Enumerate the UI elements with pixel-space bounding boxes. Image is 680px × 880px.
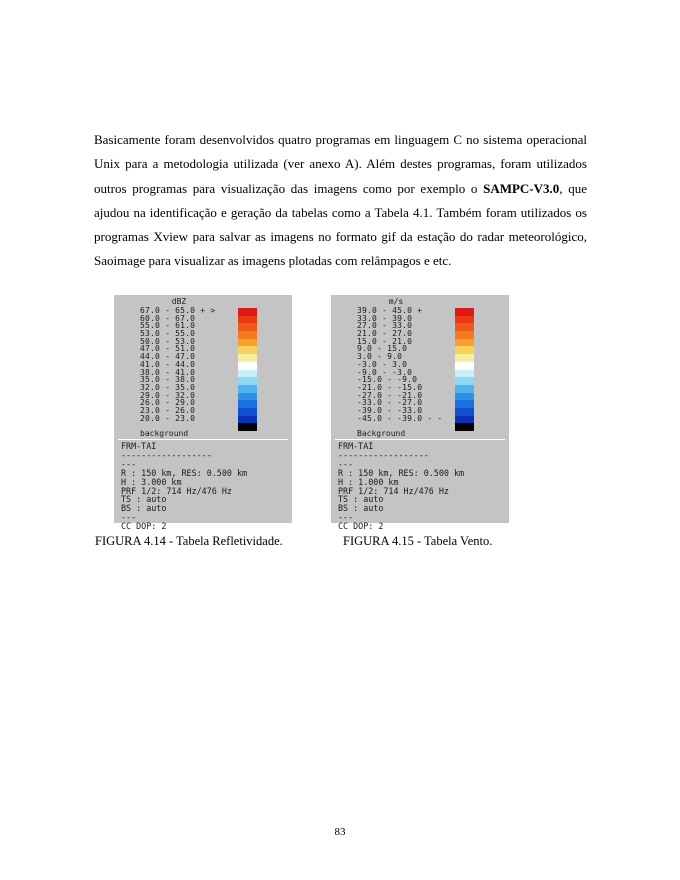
legend-range-label: 27.0 - 33.0 — [357, 321, 413, 331]
color-swatch — [238, 370, 257, 378]
radar-info-line: TS : auto — [121, 494, 167, 505]
legend-range-label: 33.0 - 39.0 — [357, 313, 413, 323]
body-text-part2: , que ajudou na identificação e geração da tabelas como a Tabela 4.1. Também foram utilizados os programas Xview para salvar as imagens no formato gif da estação do radar meteorológico, Saoimage para visualizar as imagens plotadas com relâmpagos e etc. — [94, 180, 587, 269]
background-color-swatch — [455, 423, 474, 431]
body-text-part1: Basicamente foram desenvolvidos quatro programas em linguagem C no sistema operacional Unix para a metodologia utilizada (ver anexo A). Além destes programas, foram utilizados outros programas para visualização das imagens como por exemplo o — [94, 132, 587, 196]
figure-caption-reflectivity: FIGURA 4.14 - Tabela Refletividade. — [95, 534, 283, 548]
color-swatch — [238, 393, 257, 401]
legend-range-label: -33.0 - -27.0 — [357, 398, 423, 408]
figure-caption-wind: FIGURA 4.15 - Tabela Vento. — [343, 534, 493, 548]
wind-legend-rows — [357, 307, 462, 422]
wind-unit-label: m/s — [388, 297, 404, 306]
color-swatch — [238, 331, 257, 339]
color-swatch — [238, 323, 257, 331]
legend-range-label: 3.0 - 9.0 — [357, 352, 403, 362]
radar-info-line: FRM-TAI — [338, 441, 374, 451]
legend-range-label: 32.0 - 35.0 — [140, 382, 196, 392]
legend-range-label: 39.0 - 45.0 + — [357, 306, 423, 315]
radar-info-line: H : 1.000 km — [338, 476, 399, 487]
radar-info-line: FRM-TAI — [121, 441, 157, 451]
reflectivity-color-scale — [238, 308, 257, 431]
legend-range-label: 9.0 - 15.0 — [357, 344, 408, 354]
radar-info-line: --- — [338, 512, 354, 523]
radar-info-line: PRF 1/2: 714 Hz/476 Hz — [338, 485, 449, 496]
legend-range-label: 50.0 - 53.0 — [140, 336, 196, 346]
reflectivity-radar-info — [121, 442, 289, 531]
color-swatch — [238, 316, 257, 324]
legend-range-label: 41.0 - 44.0 — [140, 359, 196, 369]
legend-range-label: 67.0 - 65.0 + > — [140, 306, 216, 315]
page-number: 83 — [334, 826, 346, 838]
legend-range-label: 47.0 - 51.0 — [140, 344, 196, 354]
color-swatch — [238, 354, 257, 362]
legend-range-label: 53.0 - 55.0 — [140, 329, 196, 339]
legend-range-label: -9.0 - -3.0 — [357, 367, 413, 377]
color-swatch — [455, 323, 474, 331]
color-swatch — [455, 354, 474, 362]
legend-range-label: 60.0 - 67.0 — [140, 313, 196, 323]
color-swatch — [238, 377, 257, 385]
radar-info-line: TS : auto — [338, 494, 384, 505]
legend-range-label: 38.0 - 41.0 — [140, 367, 196, 377]
radar-info-line: BS : auto — [338, 503, 384, 514]
radar-info-line: ------------------ — [338, 449, 429, 460]
reflectivity-separator — [118, 439, 288, 440]
legend-range-label: -15.0 - -9.0 — [357, 375, 418, 385]
color-swatch — [455, 316, 474, 324]
wind-separator — [335, 439, 505, 440]
radar-info-line: PRF 1/2: 714 Hz/476 Hz — [121, 485, 232, 496]
color-swatch — [455, 377, 474, 385]
color-swatch — [455, 393, 474, 401]
background-color-swatch — [238, 423, 257, 431]
color-swatch — [455, 308, 474, 316]
legend-range-label: 26.0 - 29.0 — [140, 398, 196, 408]
color-swatch — [455, 339, 474, 347]
color-swatch — [238, 385, 257, 393]
radar-info-line: R : 150 km, RES: 0.500 km — [338, 467, 465, 478]
legend-range-label: -3.0 - 3.0 — [357, 359, 408, 369]
color-swatch — [238, 416, 257, 424]
color-swatch — [455, 331, 474, 339]
reflectivity-legend-rows — [140, 307, 245, 422]
legend-range-label: -27.0 - -21.0 — [357, 390, 423, 400]
radar-info-line: --- — [121, 458, 137, 469]
color-swatch — [455, 385, 474, 393]
color-swatch — [455, 400, 474, 408]
color-swatch — [238, 339, 257, 347]
radar-info-line: --- — [121, 512, 137, 523]
wind-radar-info — [338, 442, 506, 531]
color-swatch — [238, 362, 257, 370]
reflectivity-unit-label: dBZ — [171, 297, 187, 306]
radar-info-line: --- — [338, 458, 354, 469]
radar-info-line: CC DOP: 2 — [121, 521, 167, 532]
color-swatch — [238, 346, 257, 354]
radar-info-line: CC DOP: 2 — [338, 521, 384, 532]
legend-range-label: 55.0 - 61.0 — [140, 321, 196, 331]
color-swatch — [455, 370, 474, 378]
color-swatch — [238, 400, 257, 408]
legend-range-label: -45.0 - -39.0 - - — [357, 413, 443, 423]
body-paragraph — [94, 128, 587, 274]
radar-info-line: BS : auto — [121, 503, 167, 514]
radar-info-line: H : 3.000 km — [121, 476, 182, 487]
color-swatch — [455, 416, 474, 424]
legend-range-label: 44.0 - 47.0 — [140, 352, 196, 362]
legend-range-label: 29.0 - 32.0 — [140, 390, 196, 400]
color-swatch — [455, 408, 474, 416]
radar-info-line: ------------------ — [121, 449, 212, 460]
wind-table-figure — [331, 295, 509, 532]
color-swatch — [455, 346, 474, 354]
legend-range-label: -21.0 - -15.0 — [357, 382, 423, 392]
color-swatch — [238, 408, 257, 416]
reflectivity-table-figure — [114, 295, 292, 532]
color-swatch — [238, 308, 257, 316]
reflectivity-background-label: background — [140, 429, 189, 438]
body-text-bold-software: SAMPC-V3.0 — [483, 180, 560, 196]
legend-range-label: 15.0 - 21.0 — [357, 336, 413, 346]
wind-background-label: Background — [357, 429, 406, 438]
legend-range-label: 20.0 - 23.0 — [140, 413, 196, 423]
legend-range-label: 35.0 - 38.0 — [140, 375, 196, 385]
radar-info-line: R : 150 km, RES: 0.500 km — [121, 467, 248, 478]
legend-range-label: -39.0 - -33.0 — [357, 405, 423, 415]
legend-range-label: 21.0 - 27.0 — [357, 329, 413, 339]
legend-range-label: 23.0 - 26.0 — [140, 405, 196, 415]
wind-color-scale — [455, 308, 474, 431]
color-swatch — [455, 362, 474, 370]
